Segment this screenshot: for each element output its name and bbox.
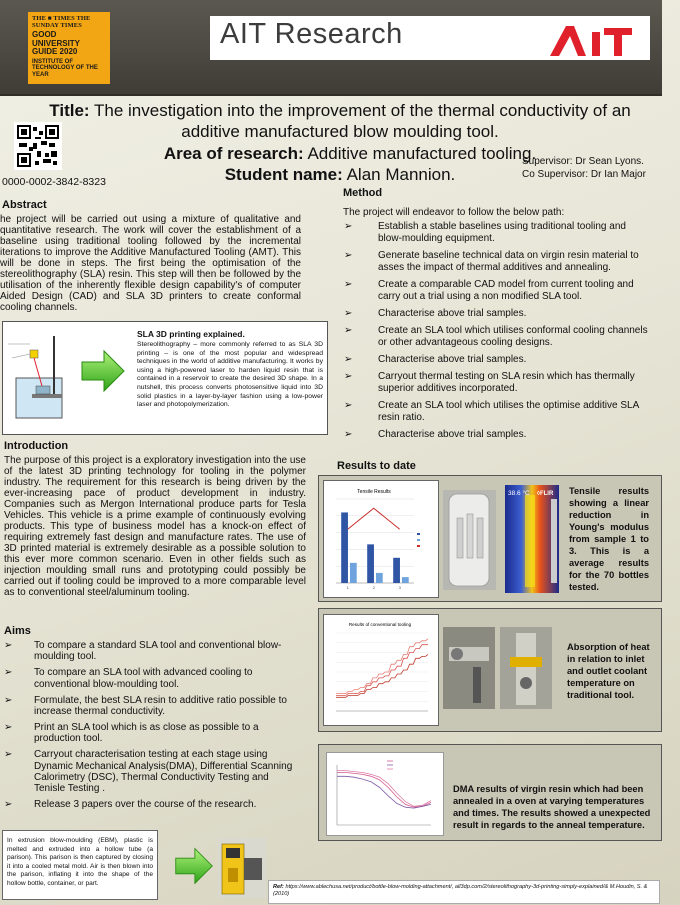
ebm-explained-box [2,830,158,900]
bar [376,573,383,583]
flir-temperature: 38.6 °C [508,490,530,497]
method-item: ➢ Characterise above trial samples. [344,354,527,366]
chart-title: Tensile Results [357,489,391,495]
thermal-camera-image [505,485,559,593]
method-item: ➢ Create an SLA tool which utilises the optimise additive SLA resin ratio. [344,400,639,424]
ait-logo [546,22,636,58]
aim-item: ➢ Print an SLA tool which is as close as possible to a production tool. [4,721,259,745]
poster-title-line-1 [0,100,680,121]
title-text-1: The investigation into the improvement of the thermal conductivity of an [94,101,631,120]
supervisors [522,155,646,181]
legend-swatch [417,533,420,535]
method-item: ➢ Carryout thermal testing on SLA resin which has thermally superior additives incorporated. [344,370,635,395]
references-label: Ref: [273,884,284,890]
supervisor-name: Supervisor: Dr Sean Lyons. [522,156,644,167]
method-intro: The project will endeavor to follow the below path: [343,207,565,218]
series-line [336,639,428,694]
student-label: Student name: [224,165,343,184]
aims-heading: Aims [4,625,31,637]
banner-title: AIT Research [220,18,403,50]
flir-label: ◊FLIR [537,491,554,497]
results-heading: Results to date [337,460,416,472]
green-arrow-icon [174,846,214,886]
logo-top-text: THE ■ TIMES THE SUNDAY TIMES [32,15,91,29]
blow-moulding-machine-photo [218,838,266,898]
title-label: Title: [49,101,90,120]
aim-item: ➢ To compare a standard SLA tool and conventional blow-moulding tool. [4,640,282,663]
method-item: ➢ Create an SLA tool which utilises conformal cooling channels or other advantageous cooling designs. [344,325,648,349]
method-item: ➢ Characterise above trial samples. [344,429,527,441]
introduction-text: The purpose of this project is a exploratory investigation into the use of the latest 3D printing technology for tooling in the polymer industry. The requirement for this research is being driven by the ever-increasing pace of product development in industry. Companies such as Mergon International produce parts for Tesla Vehicles. This vehicle is a prime example of continuously evolving products. This type of business model has a knock-on effect of requiring extremely fast design and manufacture rates. The use of 3D printed material is extremely desirable as a possible solution to this ever more common scenario. Even in other fields such as injection moulding small runs and prototyping could possibly be carried out if tooling could be improved to a more comparable level as to conventional steel/aluminum tooling. [4,455,306,598]
ait-logo-i-shape [592,32,600,56]
ait-logo-a-shape [550,26,586,56]
tool-photo-2 [500,627,552,709]
x-tick-label: 1 [346,585,349,590]
bar [393,558,400,583]
method-item: ➢ Generate baseline technical data on virgin resin material to asses the impact of thermal additives and annealing. [344,250,639,274]
abstract-heading: Abstract [2,199,47,211]
printed-part [36,386,50,394]
method-item: ➢ Characterise above trial samples. [344,308,527,320]
thermal-chart [324,615,438,725]
build-platform [32,394,62,398]
aim-item: ➢ Release 3 papers over the course of the research. [4,799,257,811]
tensile-chart [324,481,438,597]
series-line [337,771,431,807]
legend-swatch [417,545,420,547]
abstract-text: he project will be carried out using a mixture of qualitative and quantitative research. The work will cover the establishment of a baseline using traditional tooling followed by the incremental iterations to improve the Additive Manufactured Tooling (AMT). This will be done in steps. The first being the optimisation of the stereolithography (SLA) resin. This step will then be followed by the utilisation of the inherently flexible design capability's of computer Aided Design (CAD) and SLA 3D printers to create conformal cooling channels. [0,214,301,313]
dma-chart [327,753,443,835]
tensile-chart-box [323,480,439,598]
series-line [337,773,431,808]
thermal-caption: Absorption of heat in relation to inlet and outlet coolant temperature on traditional tool. [567,642,650,700]
laser-source [30,350,38,358]
method-item: ➢ Establish a stable baselines using traditional tooling and blow-moulding equipment. [344,221,626,245]
green-arrow-icon [80,348,126,394]
series-line [336,655,428,698]
sla-explained-text: Stereolithography – more commonly referred to as SLA 3D printing – is one of the most popular and widespread techniques in the world of additive manufacturing. It works by using a high-powered laser to harden liquid resin that is contained in a reservoir to create the desired 3D shape. In a nutshell, this process converts photosensitive liquid into 3D solid plastics in a layer-by-layer fashion using a low-power laser and photopolymerization. [137,341,323,409]
series-line [337,776,431,808]
ait-logo-t-stem [614,28,622,56]
qr-code-icon [14,122,62,170]
dma-chart-box [326,752,444,836]
references-box [268,880,660,904]
legend-swatch [417,539,420,541]
tool-photo-1 [443,627,495,709]
thermal-chart-box [323,614,439,726]
logo-bottom-text: INSTITUTE OF TECHNOLOGY OF THE YEAR [32,58,98,78]
series-line [348,508,400,529]
student-text: Alan Mannion. [346,165,456,184]
co-supervisor-name: Co Supervisor: Dr Ian Major [522,169,646,180]
bar [341,512,348,583]
good-university-guide-logo [28,12,110,84]
method-item: ➢ Create a comparable CAD model from current tooling and carry out a trial using a non modified SLA tool. [344,279,634,303]
sla-printer-diagram [6,328,76,426]
x-tick-label: 2 [372,585,375,590]
dma-caption: DMA results of virgin resin which had been annealed in a oven at varying temperatures and times. The results showed a unexpected result in regards to the anneal temperature. [453,784,651,830]
x-tick-label: 3 [398,585,401,590]
ebm-explained-text: In extrusion blow-moulding (EBM), plastic is melted and extruded into a hollow tube (a parison). This parison is then captured by closing it into a cooled metal mold. Air is then blown into the parison, inflating it into the shape of the hollow bottle, container, or part. [7,837,153,887]
bar [350,563,357,583]
bottle-samples-photo [443,490,496,590]
references-text: https://www.ablechusa.net/product/bottle-blow-molding-attachment/, all3dp.com/2/stereolithography-3d-printing-simply-explained/& M.Houdin, S. & (2010) [273,884,648,897]
area-label: Area of research: [163,144,304,163]
sla-explained-heading: SLA 3D printing explained. [137,329,245,339]
logo-main-text: GOOD UNIVERSITY GUIDE 2020 [32,30,80,56]
aim-item: ➢ To compare an SLA tool with advanced cooling to conventional blow-moulding tool. [4,667,253,690]
area-text: Additive manufactured tooling. [307,144,537,163]
aim-item: ➢ Carryout characterisation testing at each stage using Dynamic Mechanical Analysis(DMA), Differential Scanning Calorimetry (DSC), Thermal Conductivity Testing and Tenisle Testing . [4,749,293,795]
aim-item: ➢ Formulate, the best SLA resin to additive ratio possible to increase thermal conductivity. [4,694,287,718]
sla-explained-content [137,329,323,410]
poster-title-line-2: additive manufactured blow moulding tool. [181,122,499,141]
bar [367,544,374,583]
method-list [344,221,652,446]
tensile-caption: Tensile results showing a linear reduction in Young's modulus from sample 1 to 3. This is a average results for the 70 bottles tested. [569,486,649,592]
aims-list [0,640,300,815]
bar [402,577,409,583]
method-heading: Method [343,187,383,199]
chart-title: Results of conventional tooling [348,622,412,627]
orcid-id: 0000-0002-3842-8323 [2,176,106,188]
introduction-heading: Introduction [4,440,69,452]
